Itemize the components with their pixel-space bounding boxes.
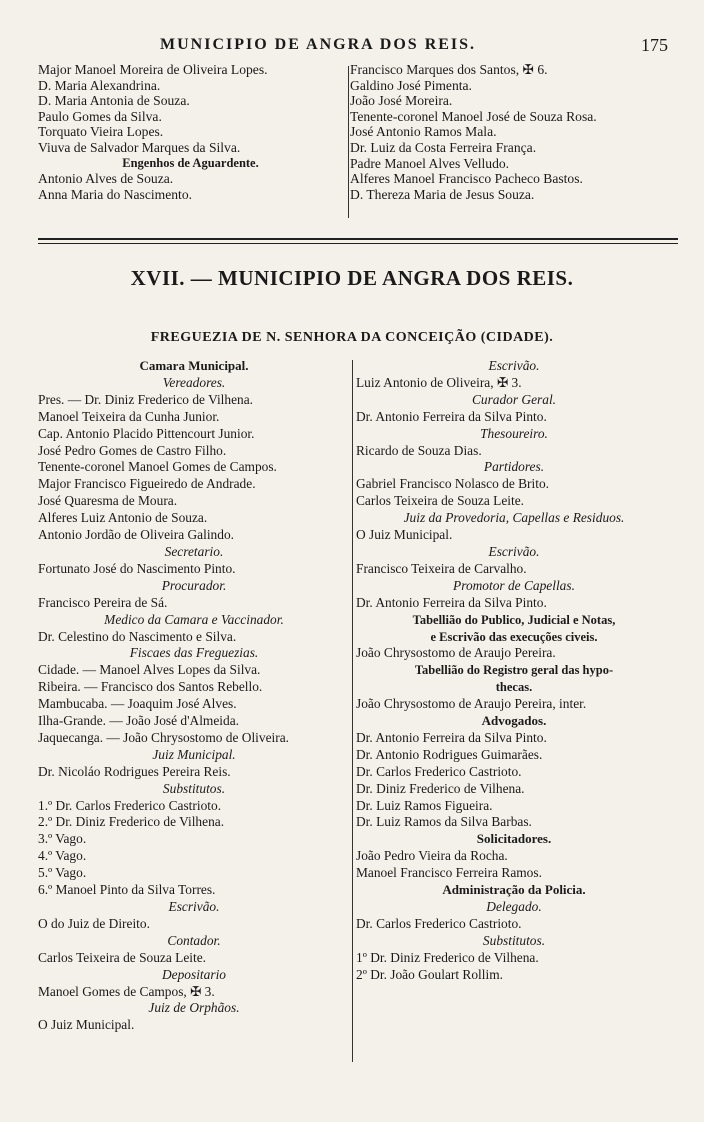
section-heading: e Escrivão das execuções civeis.: [430, 629, 598, 644]
office-heading: Fiscaes das Freguezias.: [129, 645, 259, 661]
entry-line: 2º Dr. João Goulart Rollim.: [356, 966, 503, 982]
right-column: [356, 358, 672, 984]
office-heading: Juiz da Provedoria, Capellas e Residuos.: [403, 510, 625, 526]
entry-line: Dr. Antonio Ferreira da Silva Pinto.: [356, 594, 547, 610]
office-heading: Escrivão.: [488, 543, 540, 559]
office-heading: Escrivão.: [168, 899, 220, 914]
entry-line: Carlos Teixeira de Souza Leite.: [38, 949, 206, 965]
page-header: [160, 36, 690, 58]
office-heading: Partidores.: [483, 459, 545, 475]
entry-line: Francisco Marques dos Santos, ✠ 6.: [350, 62, 548, 77]
entry-line: Jaquecanga. — João Chrysostomo de Oliveira.: [38, 729, 290, 745]
entry-line: Dr. Carlos Frederico Castrioto.: [356, 915, 522, 931]
section-heading: thecas.: [495, 680, 533, 695]
office-heading: Juiz Municipal.: [152, 746, 236, 762]
section-heading: Engenhos de Aguardente.: [122, 155, 259, 170]
entry-line: Alferes Manoel Francisco Pacheco Bastos.: [350, 171, 583, 187]
entry-line: Galdino José Pimenta.: [350, 77, 472, 93]
entry-line: Manoel Gomes de Campos, ✠ 3.: [38, 983, 215, 999]
entry-line: D. Maria Alexandrina.: [38, 77, 161, 93]
entry-line: 1º Dr. Diniz Frederico de Vilhena.: [356, 949, 539, 965]
entry-line: 5.º Vago.: [38, 865, 87, 881]
entry-line: 4.º Vago.: [38, 848, 87, 864]
entry-line: Carlos Teixeira de Souza Leite.: [356, 493, 524, 509]
entry-line: Paulo Gomes da Silva.: [38, 108, 162, 124]
office-heading: Juiz de Orphãos.: [148, 1000, 240, 1016]
entry-line: 6.º Manoel Pinto da Silva Torres.: [38, 882, 216, 898]
entry-line: Dr. Luiz da Costa Ferreira França.: [350, 139, 537, 155]
entry-line: Tenente-coronel Manoel José de Souza Rosa.: [350, 108, 597, 124]
section-heading: Solicitadores.: [476, 831, 552, 847]
entry-line: João Chrysostomo de Araujo Pereira, inter.: [356, 696, 587, 712]
entry-line: D. Maria Antonia de Souza.: [38, 93, 190, 109]
section-rule-thin: [38, 243, 678, 244]
entry-line: Dr. Antonio Ferreira da Silva Pinto.: [356, 729, 547, 745]
entry-line: Ricardo de Souza Dias.: [356, 442, 482, 458]
entry-line: O Juiz Municipal.: [38, 1017, 135, 1033]
entry-line: Pres. — Dr. Diniz Frederico de Vilhena.: [38, 391, 254, 407]
continued-list: [38, 62, 678, 222]
entry-line: Alferes Luiz Antonio de Souza.: [38, 510, 208, 526]
entry-line: Dr. Carlos Frederico Castrioto.: [356, 763, 522, 779]
office-heading: Depositario: [162, 966, 226, 982]
entry-line: Dr. Luiz Ramos da Silva Barbas.: [356, 814, 532, 830]
entry-line: Torquato Vieira Lopes.: [38, 124, 164, 140]
entry-line: Major Manoel Moreira de Oliveira Lopes.: [38, 62, 268, 77]
section-heading: Tabellião do Registro geral das hypo-: [414, 663, 614, 678]
running-title: MUNICIPIO DE ANGRA DOS REIS.: [160, 36, 477, 53]
entry-line: O Juiz Municipal.: [356, 527, 453, 543]
office-heading: Vereadores.: [162, 374, 226, 390]
column-divider-top: [348, 66, 349, 218]
continued-list-right: [350, 62, 680, 202]
entry-line: Dr. Antonio Ferreira da Silva Pinto.: [356, 408, 547, 424]
office-heading: Medico da Camara e Vaccinador.: [104, 611, 284, 627]
continued-list-left: [38, 62, 343, 202]
section-rule-thick: [38, 238, 678, 240]
office-heading: Curador Geral.: [471, 391, 557, 407]
entry-line: Tenente-coronel Manoel Gomes de Campos.: [38, 459, 277, 475]
entry-line: Ribeira. — Francisco dos Santos Rebello.: [38, 679, 263, 695]
entry-line: José Pedro Gomes de Castro Filho.: [38, 442, 227, 458]
office-heading: Procurador.: [161, 577, 227, 593]
entry-line: José Quaresma de Moura.: [38, 493, 178, 509]
entry-line: Francisco Pereira de Sá.: [38, 594, 168, 610]
entry-line: Dr. Luiz Ramos Figueira.: [356, 797, 493, 813]
section-heading: Camara Municipal.: [139, 358, 249, 373]
entry-line: Dr. Nicoláo Rodrigues Pereira Reis.: [38, 763, 231, 779]
office-heading: Promotor de Capellas.: [453, 577, 575, 593]
entry-line: Francisco Teixeira de Carvalho.: [356, 560, 527, 576]
entry-line: Gabriel Francisco Nolasco de Brito.: [356, 476, 549, 492]
entry-line: Major Francisco Figueiredo de Andrade.: [38, 476, 256, 492]
entry-line: 3.º Vago.: [38, 831, 87, 847]
entry-line: Dr. Celestino do Nascimento e Silva.: [38, 628, 237, 644]
entry-line: João Chrysostomo de Araujo Pereira.: [356, 645, 556, 661]
entry-line: D. Thereza Maria de Jesus Souza.: [350, 186, 535, 202]
entry-line: O do Juiz de Direito.: [38, 915, 150, 931]
section-heading: Advogados.: [481, 713, 547, 729]
entry-line: Anna Maria do Nascimento.: [38, 186, 193, 202]
entry-line: Antonio Alves de Souza.: [38, 171, 174, 187]
entry-line: Padre Manoel Alves Velludo.: [350, 155, 510, 171]
entry-line: João José Moreira.: [350, 93, 453, 109]
column-divider: [352, 360, 353, 1062]
entry-line: Cidade. — Manoel Alves Lopes da Silva.: [38, 662, 261, 678]
section-heading: Tabellião do Publico, Judicial e Notas,: [412, 612, 616, 627]
entry-line: Ilha-Grande. — João José d'Almeida.: [38, 713, 239, 729]
entry-line: Luiz Antonio de Oliveira, ✠ 3.: [356, 374, 522, 390]
entry-line: 2.º Dr. Diniz Frederico de Vilhena.: [38, 814, 225, 830]
entry-line: Manoel Teixeira da Cunha Junior.: [38, 408, 220, 424]
entry-line: Manoel Francisco Ferreira Ramos.: [356, 865, 542, 881]
office-heading: Escrivão.: [488, 358, 540, 373]
section-title: XVII. — MUNICIPIO DE ANGRA DOS REIS.: [130, 266, 574, 290]
entry-line: José Antonio Ramos Mala.: [350, 124, 497, 140]
office-heading: Contador.: [167, 932, 221, 948]
office-heading: Delegado.: [486, 899, 542, 914]
entry-line: Antonio Jordão de Oliveira Galindo.: [38, 527, 234, 543]
office-heading: Substitutos.: [482, 932, 546, 948]
office-heading: Substitutos.: [162, 780, 226, 796]
section-heading: Administração da Policia.: [442, 882, 586, 898]
entry-line: Viuva de Salvador Marques da Silva.: [38, 139, 241, 155]
entry-line: 1.º Dr. Carlos Frederico Castrioto.: [38, 797, 222, 813]
left-column: [38, 358, 350, 1034]
entry-line: Mambucaba. — Joaquim José Alves.: [38, 696, 237, 712]
page-number: 175: [641, 35, 668, 55]
entry-line: Cap. Antonio Placido Pittencourt Junior.: [38, 425, 255, 441]
entry-line: Dr. Diniz Frederico de Vilhena.: [356, 780, 525, 796]
parish-title: FREGUEZIA DE N. SENHORA DA CONCEIÇÃO (CIDADE).: [150, 330, 554, 345]
entry-line: Dr. Antonio Rodrigues Guimarães.: [356, 746, 543, 762]
entry-line: Fortunato José do Nascimento Pinto.: [38, 560, 236, 576]
entry-line: João Pedro Vieira da Rocha.: [356, 848, 508, 864]
office-heading: Secretario.: [164, 543, 224, 559]
office-heading: Thesoureiro.: [480, 425, 548, 441]
